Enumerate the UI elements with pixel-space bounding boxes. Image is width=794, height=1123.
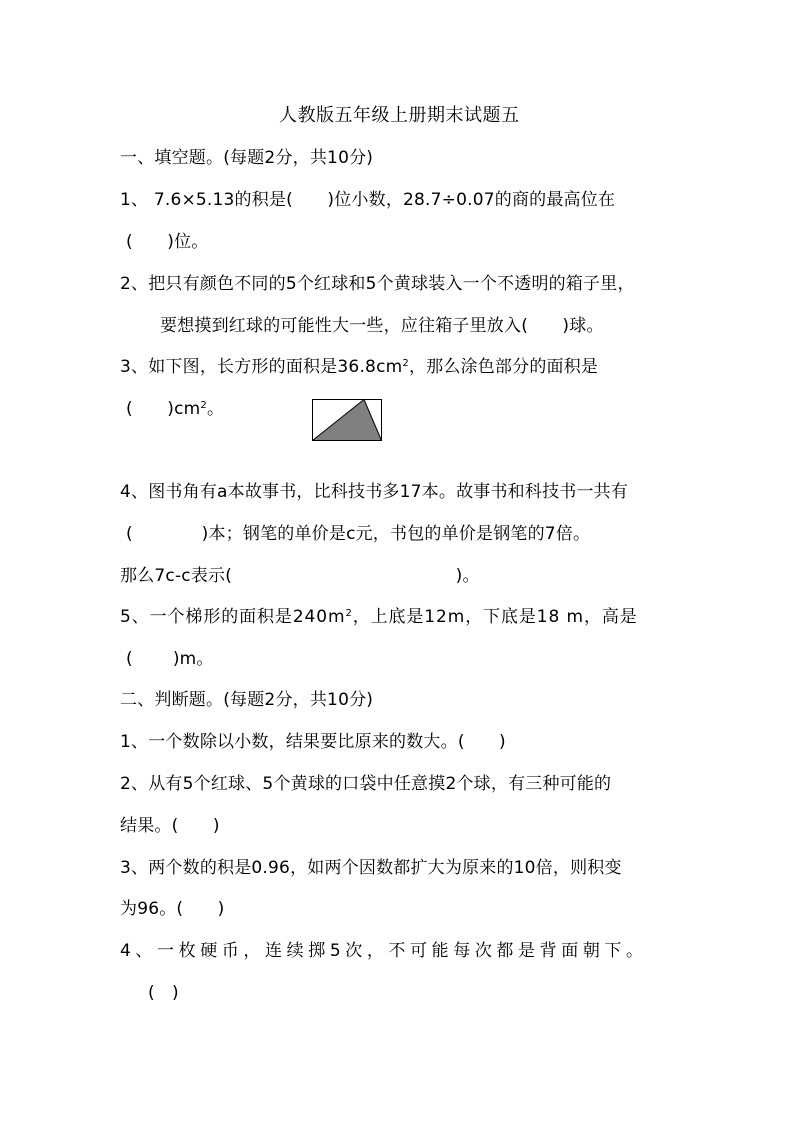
question-1-3-line1 xyxy=(120,355,598,379)
rectangle-triangle-figure xyxy=(312,399,382,441)
question-1-5-line1 xyxy=(120,605,638,629)
question-2-3-line2: 为96。( ) xyxy=(120,899,225,919)
superscript-2: 2 xyxy=(402,358,409,369)
question-1-5-text-a: 5、一个梯形的面积是240m xyxy=(120,607,346,627)
question-1-3-text-b: ，那么涂色部分的面积是 xyxy=(408,357,599,377)
question-1-4-line2: ( )本；钢笔的单价是c元，书包的单价是钢笔的7倍。 xyxy=(126,524,591,544)
superscript-2: 2 xyxy=(200,400,207,411)
question-1-5-text-b: ，上底是12m，下底是18 m，高是 xyxy=(352,607,638,627)
question-1-2-line1: 2、把只有颜色不同的5个红球和5个黄球装入一个不透明的箱子里， xyxy=(120,274,635,294)
section2-heading: 二、判断题。(每题2分，共10分) xyxy=(120,690,374,710)
question-1-2-line2: 要想摸到红球的可能性大一些，应往箱子里放入( )球。 xyxy=(160,316,604,336)
question-1-4-line3: 那么7c-c表示( )。 xyxy=(120,566,480,586)
question-1-5-line2: ( )m。 xyxy=(126,649,214,669)
section1-heading: 一、填空题。(每题2分，共10分) xyxy=(120,148,374,168)
question-2-2-line2: 结果。( ) xyxy=(120,816,220,836)
question-2-4-line1: 4、一枚硬币，连续掷5次，不可能每次都是背面朝下。 xyxy=(120,941,648,961)
question-2-4-line2: ( ) xyxy=(148,983,179,1003)
question-1-1-line2: ( )位。 xyxy=(126,232,209,252)
question-1-3-text-d: 。 xyxy=(206,399,225,419)
question-1-3-line2 xyxy=(126,397,224,421)
question-1-3-text-a: 3、如下图，长方形的面积是36.8cm xyxy=(120,357,403,377)
question-1-3-text-c: ( )cm xyxy=(126,399,201,419)
page-title: 人教版五年级上册期末试题五 xyxy=(279,105,520,126)
superscript-2: 2 xyxy=(345,608,353,619)
question-2-3-line1: 3、两个数的积是0.96，如两个因数都扩大为原来的10倍，则积变 xyxy=(120,858,622,878)
question-2-1: 1、一个数除以小数，结果要比原来的数大。( ) xyxy=(120,732,506,752)
question-2-2-line1: 2、从有5个红球、5个黄球的口袋中任意摸2个球，有三种可能的 xyxy=(120,774,612,794)
question-1-4-line1: 4、图书角有a本故事书，比科技书多17本。故事书和科技书一共有 xyxy=(120,482,629,502)
question-1-1-line1: 1、 7.6×5.13的积是( )位小数，28.7÷0.07的商的最高位在 xyxy=(120,190,616,210)
